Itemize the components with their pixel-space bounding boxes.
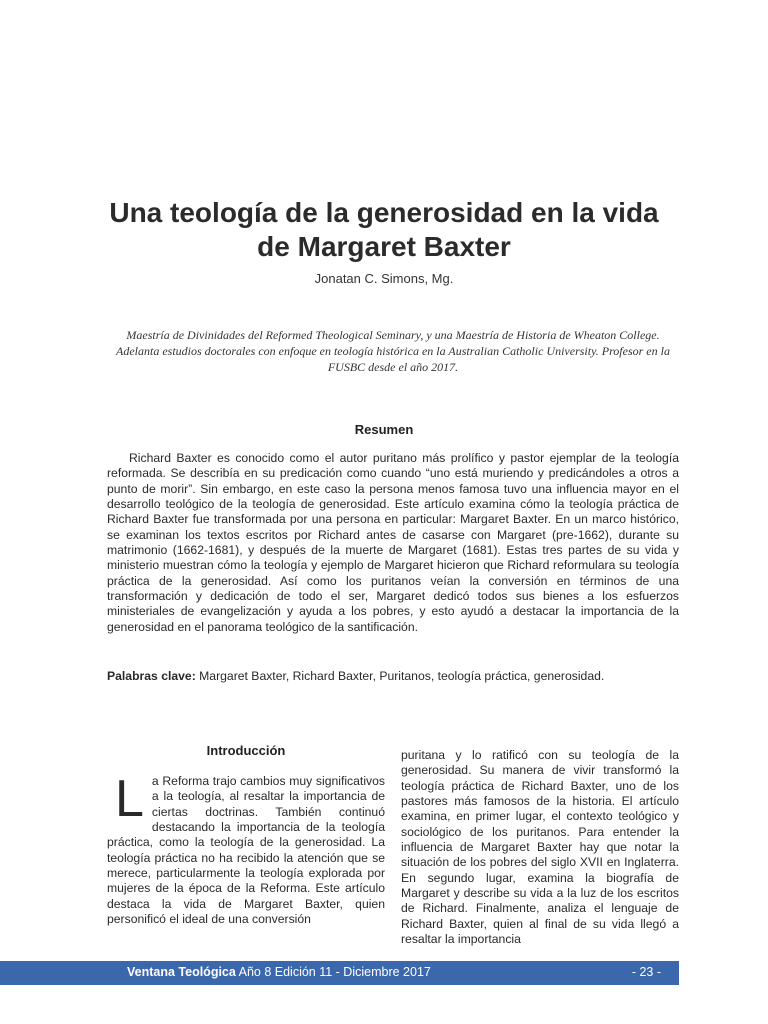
keywords-label: Palabras clave: bbox=[107, 669, 196, 683]
page-number: - 23 - bbox=[631, 965, 661, 979]
introduction-heading: Introducción bbox=[206, 743, 286, 758]
author-affiliation: Maestría de Divinidades del Reformed Theological Seminary, y una Maestría de Historia de Wheaton College. Adelanta estudios doctorales con enfoque en teología histórica en la Australian Catholic University. Profesor en la FUSBC desde el año 2017. bbox=[116, 328, 670, 374]
journal-name: Ventana Teológica bbox=[127, 965, 236, 979]
introduction-right-text: puritana y lo ratificó con su teología de la generosidad. Su manera de vivir transformó la teología práctica de Richard Baxter, uno de los pastores más famosos de la historia. El artículo examina, en primer lugar, el contexto teológico y sociológico de los puritanos. Para entender la influencia de Margaret Baxter hay que notar la situación de los pobres del siglo XVII en Inglaterra. En segundo lugar, examina la biografía de Margaret y describe su vida a la luz de los escritos de Richard. Finalmente, analiza el lenguaje de Richard Baxter, quien al final de su vida llegó a resaltar la importancia bbox=[401, 748, 679, 947]
author-name: Jonatan C. Simons, Mg. bbox=[314, 271, 454, 286]
abstract-body: Richard Baxter es conocido como el autor puritano más prolífico y pastor ejemplar de la teología reformada. Se describía en su predicación como cuando “uno está muriendo y predicándoles a otros a punto de morir”. Sin embargo, en este caso la persona menos famosa tuvo una influencia mayor en el desarrollo teológico de la teología de generosidad. Este artículo examina cómo la teología práctica de Richard Baxter fue transformada por una persona en particular: Margaret Baxter. En un marco histórico, se examinan los textos escritos por Richard antes de casarse con Margaret (pre-1662), durante su matrimonio (1662-1681), y después de la muerte de Margaret (1681). Estas tres partes de su vida y ministerio muestran cómo la teología y ejemplo de Margaret hicieron que Richard reformulara su teología práctica de la generosidad. Así como los puritanos veían la conversión en términos de una transformación y dedicación de todo el ser, Margaret dedicó todos sus bienes a los esfuerzos ministeriales de evangelización y ayuda a los pobres, y esto ayudó a destacar la importancia de la generosidad en el panorama teológico de la santificación. bbox=[107, 451, 679, 634]
introduction-left-column bbox=[107, 743, 385, 927]
keywords bbox=[107, 668, 679, 684]
introduction-left-text: a Reforma trajo cambios muy significativos a la teología, al resaltar la importancia de ciertas doctrinas. También continuó destacando la importancia de la teología práctica, como la teología de la generosidad. La teología práctica no ha recibido la atención que se merece, particularmente la teología explorada por mujeres de la época de la Reforma. Este artículo destaca la vida de Margaret Baxter, quien personificó el ideal de una conversión bbox=[107, 774, 385, 927]
footer-bar bbox=[0, 961, 679, 985]
drop-cap: L bbox=[115, 770, 144, 828]
keywords-text: Margaret Baxter, Richard Baxter, Puritanos, teología práctica, generosidad. bbox=[199, 669, 605, 683]
footer-journal bbox=[127, 965, 431, 979]
article-title: Una teología de la generosidad en la vida de Margaret Baxter bbox=[109, 197, 659, 262]
introduction-right-column bbox=[401, 748, 679, 950]
journal-issue: Año 8 Edición 11 - Diciembre 2017 bbox=[235, 965, 431, 979]
abstract-heading: Resumen bbox=[354, 422, 414, 437]
introduction-paragraph bbox=[107, 770, 385, 927]
